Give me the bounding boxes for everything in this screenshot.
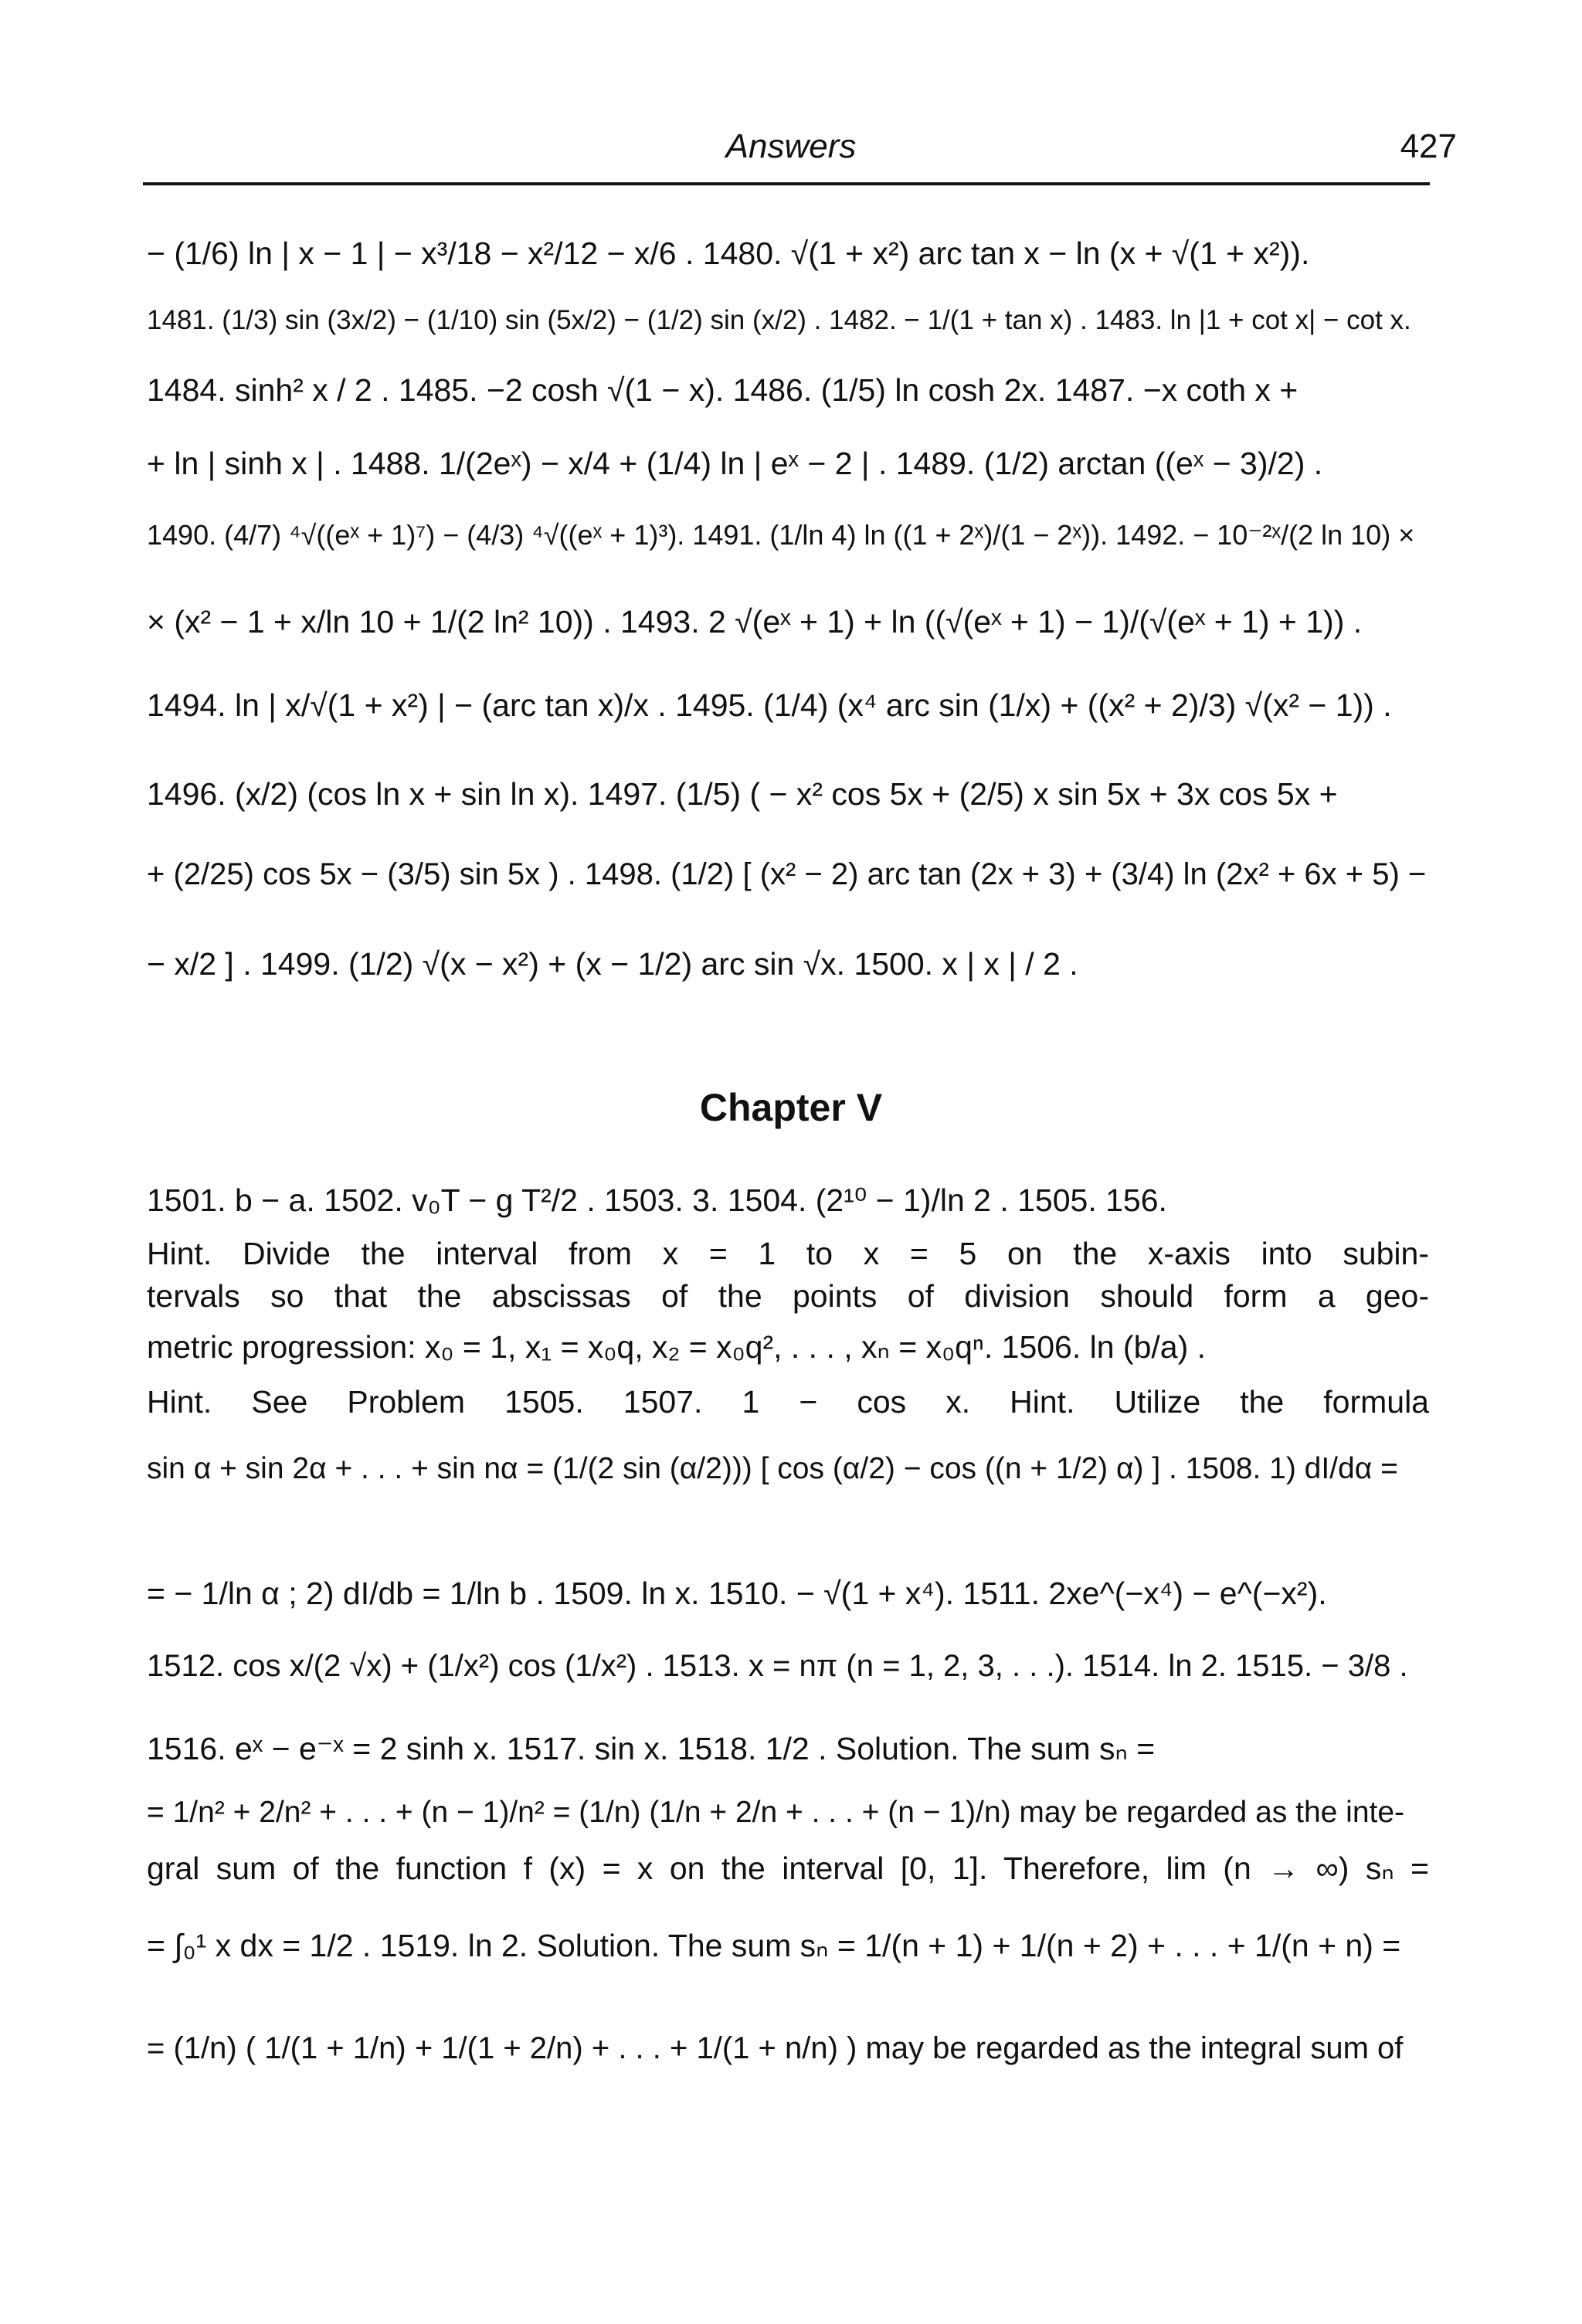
answer-line: + (2/25) cos 5x − (3/5) sin 5x ) . 1498. (1/2) [ (x² − 2) arc tan (2x + 3) + (3/4) ln (2x² + 6x + 5) − [147, 857, 1427, 891]
running-header-title: Answers [725, 127, 857, 165]
chapter-heading: Chapter V [699, 1086, 883, 1129]
answer-line: Hint. See Problem 1505. 1507. 1 − cos x. Hint. Utilize the formula [147, 1384, 1429, 1420]
answer-line: Hint. Divide the interval from x = 1 to x = 5 on the x-axis into subin- [147, 1236, 1429, 1271]
answer-line: = 1/n² + 2/n² + . . . + (n − 1)/n² = (1/n) (1/n + 2/n + . . . + (n − 1)/n) may be regarded as the inte- [147, 1796, 1405, 1829]
answer-line: 1512. cos x/(2 √x) + (1/x²) cos (1/x²) . 1513. x = nπ (n = 1, 2, 3, . . .). 1514. ln 2. 1515. − 3/8 . [147, 1649, 1408, 1683]
answer-line: metric progression: x₀ = 1, x₁ = x₀q, x₂ = x₀q², . . . , xₙ = x₀qⁿ. 1506. ln (b/a) . [147, 1329, 1207, 1365]
answer-line: − x/2 ] . 1499. (1/2) √(x − x²) + (x − 1/2) arc sin √x. 1500. x | x | / 2 . [147, 946, 1078, 982]
answer-line: 1501. b − a. 1502. v₀T − g T²/2 . 1503. 3. 1504. (2¹⁰ − 1)/ln 2 . 1505. 156. [147, 1182, 1167, 1218]
answer-line: 1490. (4/7) ⁴√((eˣ + 1)⁷) − (4/3) ⁴√((eˣ + 1)³). 1491. (1/ln 4) ln ((1 + 2ˣ)/(1 − 2ˣ)). 1492. − 10⁻²ˣ/(2 ln 10) × [147, 519, 1415, 551]
page-number: 427 [1400, 127, 1457, 165]
header-rule [143, 182, 1430, 185]
answer-line: = ∫₀¹ x dx = 1/2 . 1519. ln 2. Solution. The sum sₙ = 1/(n + 1) + 1/(n + 2) + . . . + 1/(n + n) = [147, 1928, 1401, 1963]
answer-line: gral sum of the function f (x) = x on the interval [0, 1]. Therefore, lim (n → ∞) sₙ = [147, 1851, 1429, 1886]
answer-line: tervals so that the abscissas of the points of division should form a geo- [147, 1278, 1429, 1314]
answer-line: = − 1/ln α ; 2) dI/db = 1/ln b . 1509. ln x. 1510. − √(1 + x⁴). 1511. 2xe^(−x⁴) − e^(−x²). [147, 1576, 1327, 1611]
answer-line: 1494. ln | x/√(1 + x²) | − (arc tan x)/x . 1495. (1/4) (x⁴ arc sin (1/x) + ((x² + 2)/3) √(x² − 1)) . [147, 687, 1392, 723]
answer-line: 1496. (x/2) (cos ln x + sin ln x). 1497. (1/5) ( − x² cos 5x + (2/5) x sin 5x + 3x cos 5x + [147, 776, 1338, 812]
answer-line: 1481. (1/3) sin (3x/2) − (1/10) sin (5x/2) − (1/2) sin (x/2) . 1482. − 1/(1 + tan x) . 1483. ln |1 + cot x| − cot x. [147, 305, 1411, 335]
answer-line: sin α + sin 2α + . . . + sin nα = (1/(2 sin (α/2))) [ cos (α/2) − cos ((n + 1/2) α) ] . 1508. 1) dI/dα = [147, 1452, 1398, 1485]
answer-line: 1516. eˣ − e⁻ˣ = 2 sinh x. 1517. sin x. 1518. 1/2 . Solution. The sum sₙ = [147, 1731, 1156, 1766]
answer-line: + ln | sinh x | . 1488. 1/(2eˣ) − x/4 + (1/4) ln | eˣ − 2 | . 1489. (1/2) arctan ((eˣ − 3)/2) . [147, 446, 1323, 481]
answer-line: 1484. sinh² x / 2 . 1485. −2 cosh √(1 − x). 1486. (1/5) ln cosh 2x. 1487. −x coth x + [147, 372, 1299, 408]
answer-line: − (1/6) ln | x − 1 | − x³/18 − x²/12 − x/6 . 1480. √(1 + x²) arc tan x − ln (x + √(1 + x²)). [147, 236, 1310, 271]
answer-line: × (x² − 1 + x/ln 10 + 1/(2 ln² 10)) . 1493. 2 √(eˣ + 1) + ln ((√(eˣ + 1) − 1)/(√(eˣ + 1) + 1)) . [147, 604, 1363, 640]
answer-line: = (1/n) ( 1/(1 + 1/n) + 1/(1 + 2/n) + . . . + 1/(1 + n/n) ) may be regarded as the integral sum of [147, 2031, 1404, 2065]
